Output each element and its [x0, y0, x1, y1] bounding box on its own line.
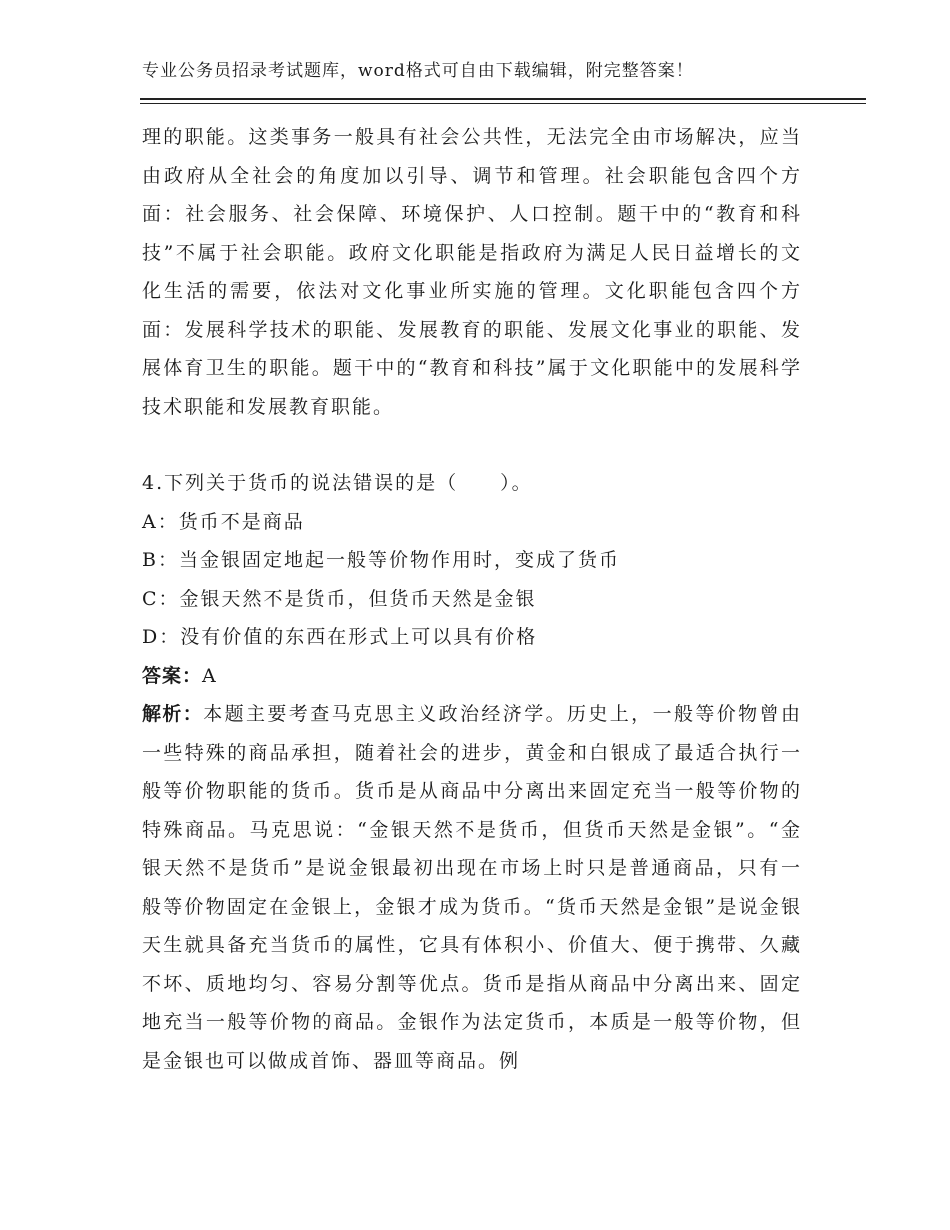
answer-value: A — [202, 664, 218, 687]
answer-line — [142, 657, 802, 696]
option-c: C：金银天然不是货币，但货币天然是金银 — [142, 587, 537, 610]
spacer — [142, 426, 802, 464]
analysis-paragraph — [142, 695, 802, 1080]
answer-label: 答案： — [142, 664, 203, 687]
question-stem: 4.下列关于货币的说法错误的是（ ）。 — [142, 472, 533, 494]
option-d: D：没有价值的东西在形式上可以具有价格 — [142, 626, 538, 648]
analysis-text: 本题主要考查马克思主义政治经济学。历史上，一般等价物曾由一些特殊的商品承担，随着社会的进步，黄金和白银成了最适合执行一般等价物职能的货币。货币是从商品中分离出来固定充当一般等价物的特殊商品。马克思说：“金银天然不是货币，但货币天然是金银”。“金银天然不是货币”是说金银最初出现在市场上时只是普通商品，只有一般等价物固定在金银上，金银才成为货币。“货币天然是金银”是说金银天生就具备充当货币的属性，它具有体积小、价值大、便于携带、久藏不坏、质地均匀、容易分割等优点。货币是指从商品中分离出来、固定地充当一般等价物的商品。金银作为法定货币，本质是一般等价物，但是金银也可以做成首饰、器皿等商品。例 — [142, 703, 802, 1072]
option-a: A：货币不是商品 — [142, 510, 305, 533]
page-header: 专业公务员招录考试题库，word格式可自由下载编辑，附完整答案！ — [142, 61, 694, 81]
option-b: B：当金银固定地起一般等价物作用时，变成了货币 — [142, 549, 620, 571]
analysis-label: 解析： — [142, 703, 204, 725]
continued-explanation: 理的职能。这类事务一般具有社会公共性，无法完全由市场解决，应当由政府从全社会的角度加以引导、调节和管理。社会职能包含四个方面：社会服务、社会保障、环境保护、人口控制。题干中的“教育和科技”不属于社会职能。政府文化职能是指政府为满足人民日益增长的文化生活的需要，依法对文化事业所实施的管理。文化职能包含四个方面：发展科学技术的职能、发展教育的职能、发展文化事业的职能、发展体育卫生的职能。题干中的“教育和科技”属于文化职能中的发展科学技术职能和发展教育职能。 — [142, 126, 802, 418]
document-body — [142, 118, 802, 1080]
header-rule-thin — [140, 103, 866, 104]
header-rule-thick — [140, 98, 866, 100]
